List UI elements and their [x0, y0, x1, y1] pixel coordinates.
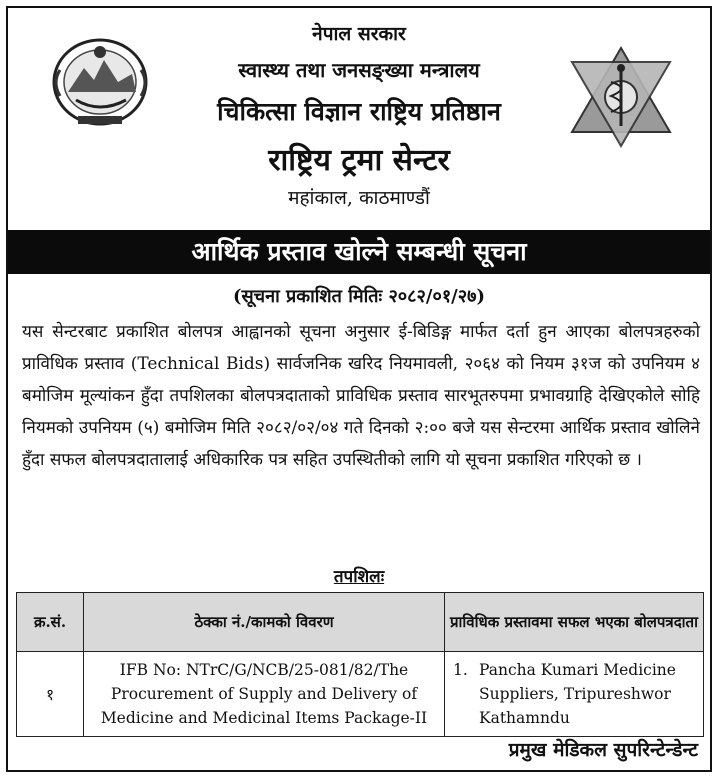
schedule-heading: तपशिलः	[333, 567, 385, 587]
schedule-header-row	[17, 593, 704, 652]
ministry-name: स्वास्थ्य तथा जनसङ्ख्या मन्त्रालय	[238, 58, 480, 82]
bidder-entry	[453, 658, 695, 730]
publication-date: (सूचना प्रकाशित मितिः २०८२/०१/२७)	[233, 286, 485, 307]
notice-body: यस सेन्टरबाट प्रकाशित बोलपत्र आह्वानको सूचना अनुसार ई-बिडिङ्ग मार्फत दर्ता हुन आएका बोलपत्रहरुको प्राविधिक प्रस्ताव (Technical Bids) सार्वजनिक खरिद नियमावली, २०६४ को नियम ३१ज को उपनियम ४ बमोजिम मूल्यांकन हुँदा तपशिलका बोलपत्रदाताको प्राविधिक प्रस्ताव सारभूतरुपमा प्रभावग्राहि देखिएकोले सोहि नियमको उपनियम (५) बमोजिम मिति २०८२/०२/०४ गते दिनको २:०० बजे यस सेन्टरमा आर्थिक प्रस्ताव खोलिने हुँदा सफल बोलपत्रदातालाई अधिकारिक पत्र सहित उपस्थितीको लागि यो सूचना प्रकाशित गरिएको छ ।	[22, 322, 700, 470]
column-header-description: ठेक्का नं./कामको विवरण	[84, 593, 445, 652]
cell-bidder	[445, 652, 704, 737]
column-header-sn: क्र.सं.	[17, 593, 84, 652]
academy-name: चिकित्सा विज्ञान राष्ट्रिय प्रतिष्ठान	[217, 97, 501, 126]
notice-title-banner: आर्थिक प्रस्ताव खोल्ने सम्बन्धी सूचना	[8, 230, 710, 274]
notice-document	[6, 6, 712, 772]
cell-sn: १	[17, 652, 84, 737]
government-name: नेपाल सरकार	[312, 23, 406, 45]
center-address: महांकाल, काठमाण्डौं	[288, 187, 430, 209]
schedule-table	[16, 592, 704, 737]
cell-description: IFB No: NTrC/G/NCB/25-081/82/The Procurement of Supply and Delivery of Medicine and Medicinal Items Package-II	[84, 652, 445, 737]
center-name: राष्ट्रिय ट्रमा सेन्टर	[268, 143, 450, 178]
signature-title: प्रमुख मेडिकल सुपरिन्टेन्डेन्ट	[508, 739, 698, 761]
trauma-center-logo-icon	[566, 44, 676, 150]
bidder-number: 1.	[453, 661, 468, 679]
notice-header	[8, 8, 710, 228]
column-header-bidder: प्राविधिक प्रस्तावमा सफल भएका बोलपत्रदाता	[445, 593, 704, 652]
table-row	[17, 652, 704, 737]
bidder-name: Pancha Kumari Medicine Suppliers, Tripureshwor Kathamndu	[479, 661, 676, 727]
